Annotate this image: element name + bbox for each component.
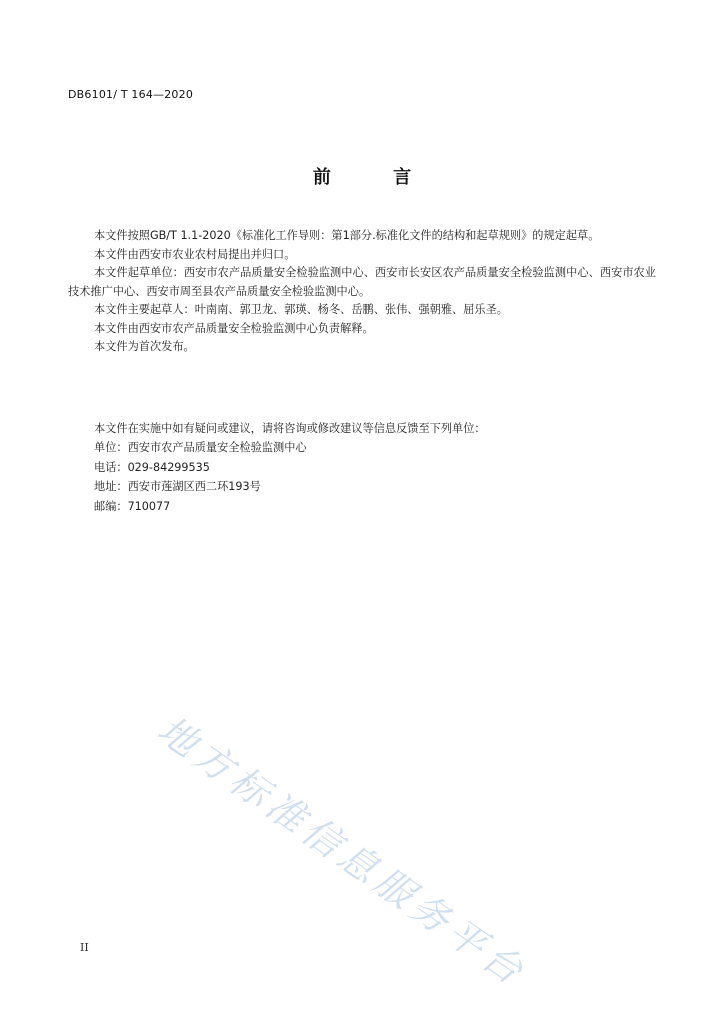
contact-intro: 本文件在实施中如有疑问或建议，请将咨询或修改建议等信息反馈至下列单位：	[94, 422, 486, 435]
paragraph-drafters: 本文件主要起草人：叶南南、郭卫龙、郭瑛、杨冬、岳鹏、张伟、强朝雅、屈乐圣。	[94, 303, 508, 316]
paragraph-proposer: 本文件由西安市农业农村局提出并归口。	[94, 247, 296, 261]
page-number: II	[80, 941, 89, 954]
paragraph-interpretation: 本文件由西安市农产品质量安全检验监测中心负责解释。	[94, 321, 374, 335]
watermark: 地方标准信息服务平台	[149, 707, 536, 996]
contact-unit: 单位：西安市农产品质量安全检验监测中心	[94, 441, 307, 455]
contact-postcode: 邮编：710077	[94, 499, 171, 513]
paragraph-drafting-rules: 本文件按照GB/T 1.1-2020《标准化工作导则：第1部分.标准化文件的结构和起草规则》的规定起草。	[94, 229, 600, 242]
contact-info	[68, 419, 656, 516]
page-title: 前 言	[312, 167, 440, 188]
foreword-body	[68, 227, 656, 357]
paragraph-drafting-units: 本文件起草单位：西安市农产品质量安全检验监测中心、西安市长安区农产品质量安全检验监测中心、西安市农业技术推广中心、西安市周至县农产品质量安全检验监测中心。	[68, 266, 656, 298]
contact-address: 地址：西安市莲湖区西二环193号	[94, 480, 261, 494]
paragraph-first-release: 本文件为首次发布。	[94, 340, 195, 353]
document-code: DB6101/ T 164—2020	[68, 88, 194, 101]
contact-phone: 电话：029-84299535	[94, 460, 210, 474]
